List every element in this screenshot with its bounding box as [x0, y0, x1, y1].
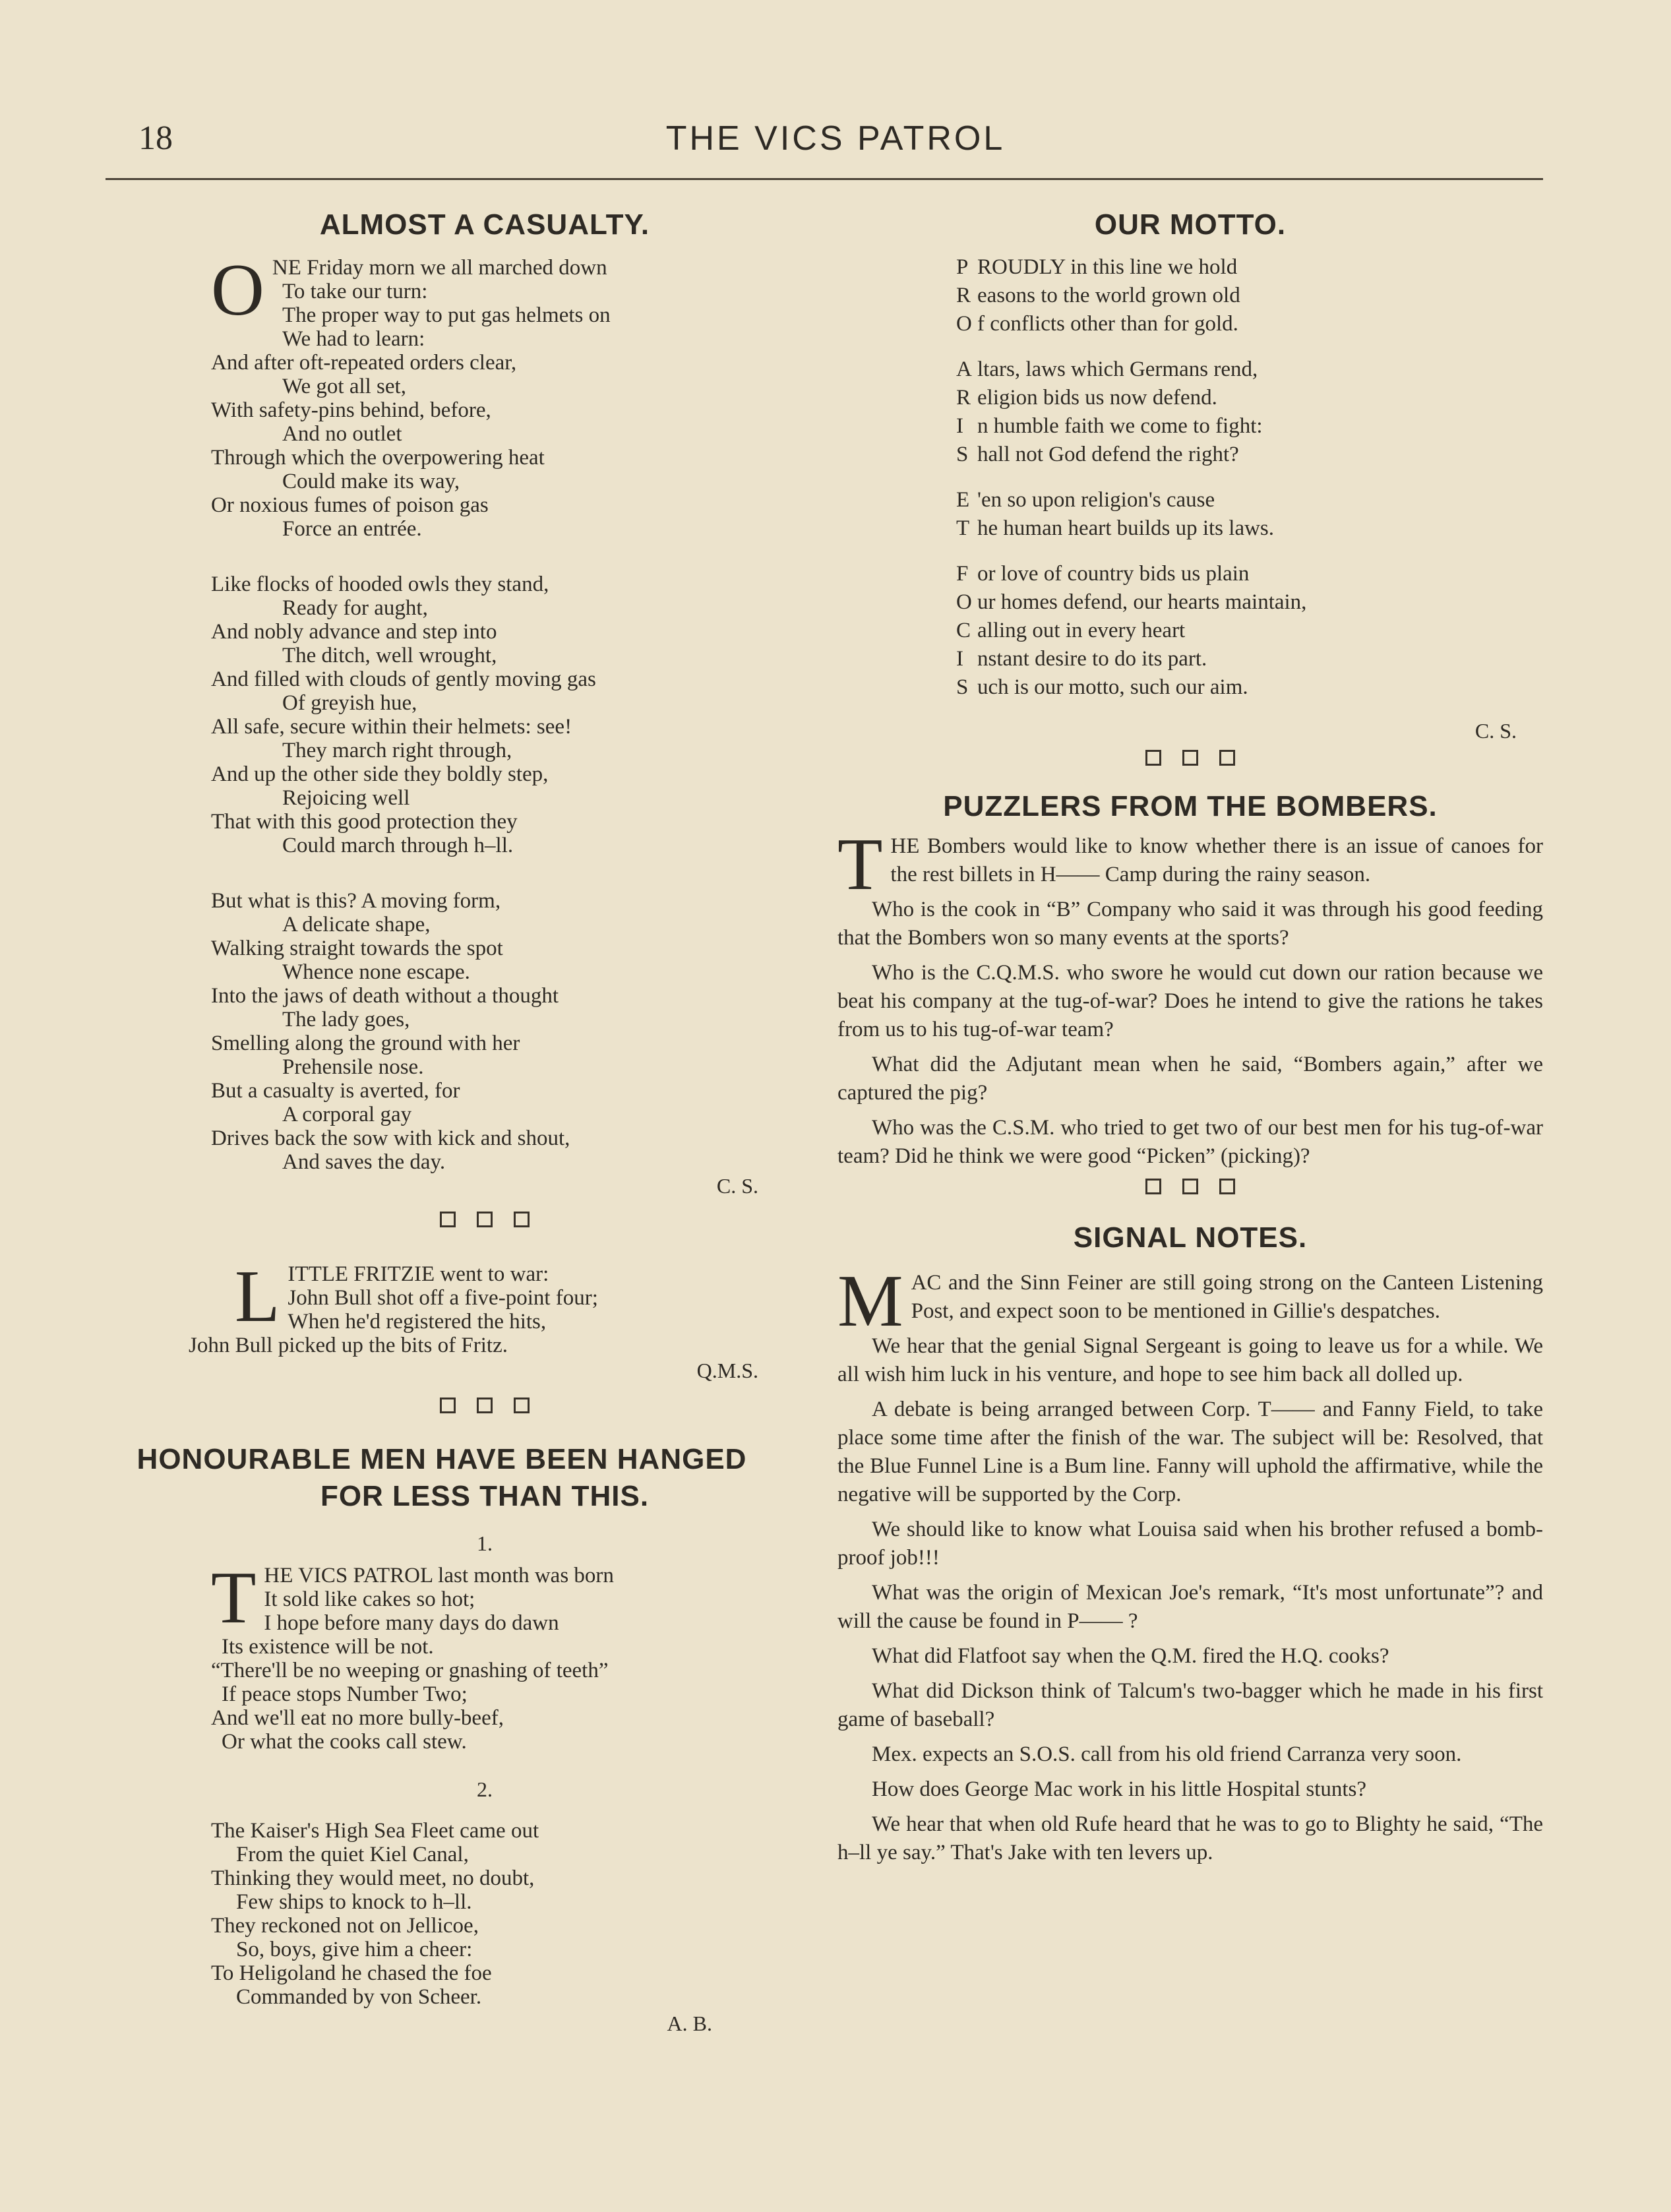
- acrostic-letter: I: [956, 414, 963, 438]
- poem-line: Like flocks of hooded owls they stand,: [211, 572, 549, 596]
- poem-line: “There'll be no weeping or gnashing of teeth”: [211, 1659, 609, 1682]
- poem-line: When he'd registered the hits,: [288, 1310, 547, 1334]
- acrostic-text: 'en so upon religion's cause: [977, 488, 1215, 512]
- acrostic-letter: R: [956, 386, 971, 410]
- poem-line: And after oft-repeated orders clear,: [211, 351, 517, 375]
- poem-line: But what is this? A moving form,: [211, 889, 501, 913]
- honourable-title-line-2: FOR LESS THAN THIS.: [320, 1480, 650, 1512]
- poem-line: John Bull picked up the bits of Fritz.: [189, 1334, 508, 1357]
- poem-line: To Heligoland he chased the foe: [211, 1961, 492, 1985]
- paragraph: Who is the cook in “B” Company who said it was through his good feeding that the Bombers won so many events at the sports?: [837, 898, 1543, 950]
- poem-line: That with this good protection they: [211, 810, 518, 834]
- poem-line: A delicate shape,: [282, 913, 431, 937]
- poem-line: Its existence will be not.: [222, 1635, 434, 1659]
- divider-box: [514, 1212, 530, 1227]
- acrostic-letter: S: [956, 443, 969, 466]
- section-divider: [211, 1398, 758, 1418]
- acrostic-letter: R: [956, 284, 971, 307]
- poem-line: And no outlet: [282, 422, 402, 446]
- paragraph: A debate is being arranged between Corp. T—— and Fanny Field, to take place some time after the finish of the war. The subject will be: Resolved, that the Blue Funnel Line is a Bum line. Fanny will uphold the affirmative, while the negative will be supported by the Corp.: [837, 1398, 1543, 1506]
- acrostic-line: [956, 310, 1543, 338]
- honourable-title-line-1: HONOURABLE MEN HAVE BEEN HANGED: [137, 1443, 747, 1475]
- acrostic-text: ltars, laws which Germans rend,: [977, 357, 1258, 381]
- fritzie-lines: [189, 1256, 758, 1357]
- signal-notes-title: SIGNAL NOTES.: [1073, 1221, 1308, 1254]
- motto-title: OUR MOTTO.: [1094, 208, 1287, 241]
- almost-casualty-poem: [211, 249, 758, 1174]
- poem-line: To take our turn:: [282, 280, 428, 303]
- acrostic-line: [956, 588, 1543, 617]
- poem-line: They march right through,: [282, 739, 512, 762]
- poem-line: It sold like cakes so hot;: [264, 1587, 475, 1611]
- acrostic-letter: P: [956, 255, 969, 279]
- poem-line: They reckoned not on Jellicoe,: [211, 1914, 479, 1938]
- acrostic-letter: I: [956, 647, 963, 671]
- poem-line: We had to learn:: [282, 327, 425, 351]
- paragraph: Mex. expects an S.O.S. call from his old friend Carranza very soon.: [872, 1742, 1462, 1766]
- poem-line: A corporal gay: [282, 1103, 412, 1126]
- poem-line: Prehensile nose.: [282, 1055, 424, 1079]
- poem-line: If peace stops Number Two;: [222, 1682, 468, 1706]
- paragraph: Who was the C.S.M. who tried to get two of our best men for his tug-of-war team? Did he think we were good “Picken” (picking)?: [837, 1116, 1543, 1168]
- acrostic-group: [956, 355, 1543, 469]
- poem-line: And nobly advance and step into: [211, 620, 497, 644]
- poem-line: From the quiet Kiel Canal,: [236, 1843, 469, 1866]
- paragraph: We hear that the genial Signal Sergeant is going to leave us for a while. We all wish him luck in his venture, and hope to see him back all dolled up.: [837, 1334, 1543, 1386]
- divider-box: [477, 1398, 493, 1413]
- paragraph: What did Flatfoot say when the Q.M. fired the H.Q. cooks?: [872, 1644, 1389, 1668]
- acrostic-text: eligion bids us now defend.: [977, 386, 1217, 410]
- divider-box: [477, 1212, 493, 1227]
- poem-line: Or noxious fumes of poison gas: [211, 493, 489, 517]
- acrostic-letter: C: [956, 619, 971, 642]
- paragraph: Who is the C.Q.M.S. who swore he would cut down our ration because we beat his company at the tug-of-war? Does he intend to give the rations he takes from us to his tug-of-war team?: [837, 961, 1543, 1041]
- acrostic-text: alling out in every heart: [977, 619, 1186, 642]
- poem-line: Rejoicing well: [282, 786, 410, 810]
- paragraph: [837, 824, 1543, 906]
- verse-number: 1.: [477, 1531, 493, 1555]
- poem-line: So, boys, give him a cheer:: [236, 1938, 473, 1961]
- puzzlers-paragraphs: [837, 896, 1543, 1171]
- poem-line: Smelling along the ground with her: [211, 1031, 520, 1055]
- acrostic-text: ROUDLY in this line we hold: [977, 255, 1238, 279]
- motto-acrostic: [956, 253, 1543, 702]
- poem-line: ITTLE FRITZIE went to war:: [288, 1262, 549, 1286]
- acrostic-letter: S: [956, 675, 969, 699]
- poem-line: Through which the overpowering heat: [211, 446, 545, 470]
- drop-cap: O: [211, 249, 264, 331]
- paragraph: What did the Adjutant mean when he said, “Bombers again,” after we captured the pig?: [837, 1053, 1543, 1105]
- poem-line: And saves the day.: [282, 1150, 446, 1174]
- acrostic-text: ur homes defend, our hearts maintain,: [977, 590, 1307, 614]
- acrostic-text: n humble faith we come to fight:: [977, 414, 1263, 438]
- divider-box: [1145, 750, 1161, 766]
- signature: C. S.: [1474, 719, 1517, 743]
- poem-line: I hope before many days do dawn: [264, 1611, 559, 1635]
- poem-line: Walking straight towards the spot: [211, 937, 503, 960]
- poem-line: The lady goes,: [282, 1008, 410, 1031]
- drop-cap: T: [837, 824, 883, 906]
- poem-line: NE Friday morn we all marched down: [272, 256, 607, 280]
- poem-line: And we'll eat no more bully-beef,: [211, 1706, 504, 1730]
- acrostic-text: or love of country bids us plain: [977, 562, 1250, 586]
- acrostic-line: [956, 645, 1543, 673]
- acrostic-text: f conflicts other than for gold.: [977, 312, 1238, 336]
- poem-line: Could march through h–ll.: [282, 834, 514, 857]
- paragraph: How does George Mac work in his little Hospital stunts?: [872, 1777, 1367, 1801]
- poem-line: Into the jaws of death without a thought: [211, 984, 559, 1008]
- signal-paragraphs: [837, 1332, 1543, 1867]
- poem-line: Few ships to knock to h–ll.: [236, 1890, 472, 1914]
- divider-box: [1219, 750, 1235, 766]
- paragraph: We hear that when old Rufe heard that he was to go to Blighty he said, “The h–ll ye say.” That's Jake with ten levers up.: [837, 1812, 1543, 1864]
- poem-line: Thinking they would meet, no doubt,: [211, 1866, 535, 1890]
- poem-line: Could make its way,: [282, 470, 460, 493]
- poem-line: Whence none escape.: [282, 960, 470, 984]
- stanza-3: [211, 889, 758, 1174]
- almost-casualty-title: ALMOST A CASUALTY.: [319, 208, 650, 241]
- poem-line: Drives back the sow with kick and shout,: [211, 1126, 570, 1150]
- divider-box: [440, 1398, 456, 1413]
- poem-line: And up the other side they boldly step,: [211, 762, 549, 786]
- stanza-2: [211, 572, 758, 857]
- poem-line: The ditch, well wrought,: [282, 644, 497, 667]
- verse-number: 2.: [477, 1777, 493, 1801]
- poem-line: The proper way to put gas helmets on: [282, 303, 611, 327]
- section-divider: [837, 1179, 1543, 1199]
- poem-line: All safe, secure within their helmets: see!: [211, 715, 572, 739]
- acrostic-line: [956, 673, 1543, 702]
- signature: Q.M.S.: [696, 1359, 758, 1382]
- acrostic-line: [956, 384, 1543, 412]
- acrostic-line: [956, 253, 1543, 282]
- acrostic-line: [956, 441, 1543, 469]
- acrostic-text: nstant desire to do its part.: [977, 647, 1207, 671]
- acrostic-letter: F: [956, 562, 969, 586]
- divider-box: [440, 1212, 456, 1227]
- section-divider: [211, 1212, 758, 1232]
- left-column: [137, 198, 758, 2036]
- puzzlers-body: [837, 824, 1543, 1171]
- stanza-1: [211, 249, 758, 541]
- divider-box: [1182, 1179, 1198, 1194]
- honourable-verse-2: [211, 1819, 758, 2009]
- page-number: 18: [138, 119, 173, 157]
- acrostic-letter: O: [956, 312, 972, 336]
- acrostic-line: [956, 412, 1543, 441]
- divider-box: [514, 1398, 530, 1413]
- acrostic-group: [956, 486, 1543, 543]
- right-column: [837, 198, 1543, 1874]
- poem-line: With safety-pins behind, before,: [211, 398, 491, 422]
- poem-line: HE VICS PATROL last month was born: [264, 1564, 614, 1587]
- paragraph: [837, 1260, 1543, 1342]
- acrostic-text: uch is our motto, such our aim.: [977, 675, 1248, 699]
- paragraph: What was the origin of Mexican Joe's remark, “It's most unfortunate”? and will the cause be found in P—— ?: [837, 1581, 1543, 1633]
- acrostic-line: [956, 282, 1543, 310]
- signature: A. B.: [667, 2012, 712, 2035]
- poem-line: Or what the cooks call stew.: [222, 1730, 467, 1754]
- acrostic-group: [956, 253, 1543, 338]
- drop-cap: L: [235, 1256, 280, 1337]
- acrostic-group: [956, 560, 1543, 702]
- acrostic-text: easons to the world grown old: [977, 284, 1240, 307]
- header-rule: [106, 178, 1543, 180]
- divider-box: [1145, 1179, 1161, 1194]
- poem-line: And filled with clouds of gently moving gas: [211, 667, 596, 691]
- acrostic-letter: A: [956, 357, 972, 381]
- fritzie-verse: [189, 1256, 758, 1357]
- poem-line: The Kaiser's High Sea Fleet came out: [211, 1819, 539, 1843]
- poem-line: Force an entrée.: [282, 517, 422, 541]
- section-divider: [837, 750, 1543, 770]
- paragraph: We should like to know what Louisa said when his brother refused a bomb-proof job!!!: [837, 1518, 1543, 1570]
- acrostic-line: [956, 514, 1543, 543]
- divider-box: [1182, 750, 1198, 766]
- signature: C. S.: [716, 1174, 758, 1198]
- acrostic-letter: O: [956, 590, 972, 614]
- acrostic-line: [956, 486, 1543, 514]
- acrostic-letter: T: [956, 516, 970, 540]
- acrostic-line: [956, 355, 1543, 384]
- paragraph-text: HE Bombers would like to know whether there is an issue of canoes for the rest billets in H—— Camp during the rainy season.: [890, 834, 1543, 886]
- drop-cap: M: [837, 1260, 903, 1342]
- acrostic-text: hall not God defend the right?: [977, 443, 1239, 466]
- signal-notes-body: [837, 1260, 1543, 1867]
- paragraph-text: AC and the Sinn Feiner are still going strong on the Canteen Listening Post, and expect soon to be mentioned in Gillie's despatches.: [911, 1271, 1543, 1323]
- acrostic-letter: E: [956, 488, 970, 512]
- acrostic-text: he human heart builds up its laws.: [977, 516, 1275, 540]
- drop-cap: T: [211, 1557, 257, 1639]
- poem-line: John Bull shot off a five-point four;: [288, 1286, 598, 1310]
- poem-line: We got all set,: [282, 375, 406, 398]
- puzzlers-title: PUZZLERS FROM THE BOMBERS.: [943, 790, 1438, 822]
- running-head: THE VICS PATROL: [665, 119, 1006, 158]
- poem-line: Commanded by von Scheer.: [236, 1985, 482, 2009]
- verse-1-lines: [211, 1557, 758, 1754]
- divider-box: [1219, 1179, 1235, 1194]
- acrostic-line: [956, 560, 1543, 588]
- poem-line: Of greyish hue,: [282, 691, 417, 715]
- verse-2-lines: [211, 1819, 758, 2009]
- poem-line: Ready for aught,: [282, 596, 428, 620]
- honourable-verse-1: [211, 1557, 758, 1754]
- paragraph: What did Dickson think of Talcum's two-bagger which he made in his first game of baseball?: [837, 1679, 1543, 1731]
- poem-line: But a casualty is averted, for: [211, 1079, 460, 1103]
- acrostic-line: [956, 617, 1543, 645]
